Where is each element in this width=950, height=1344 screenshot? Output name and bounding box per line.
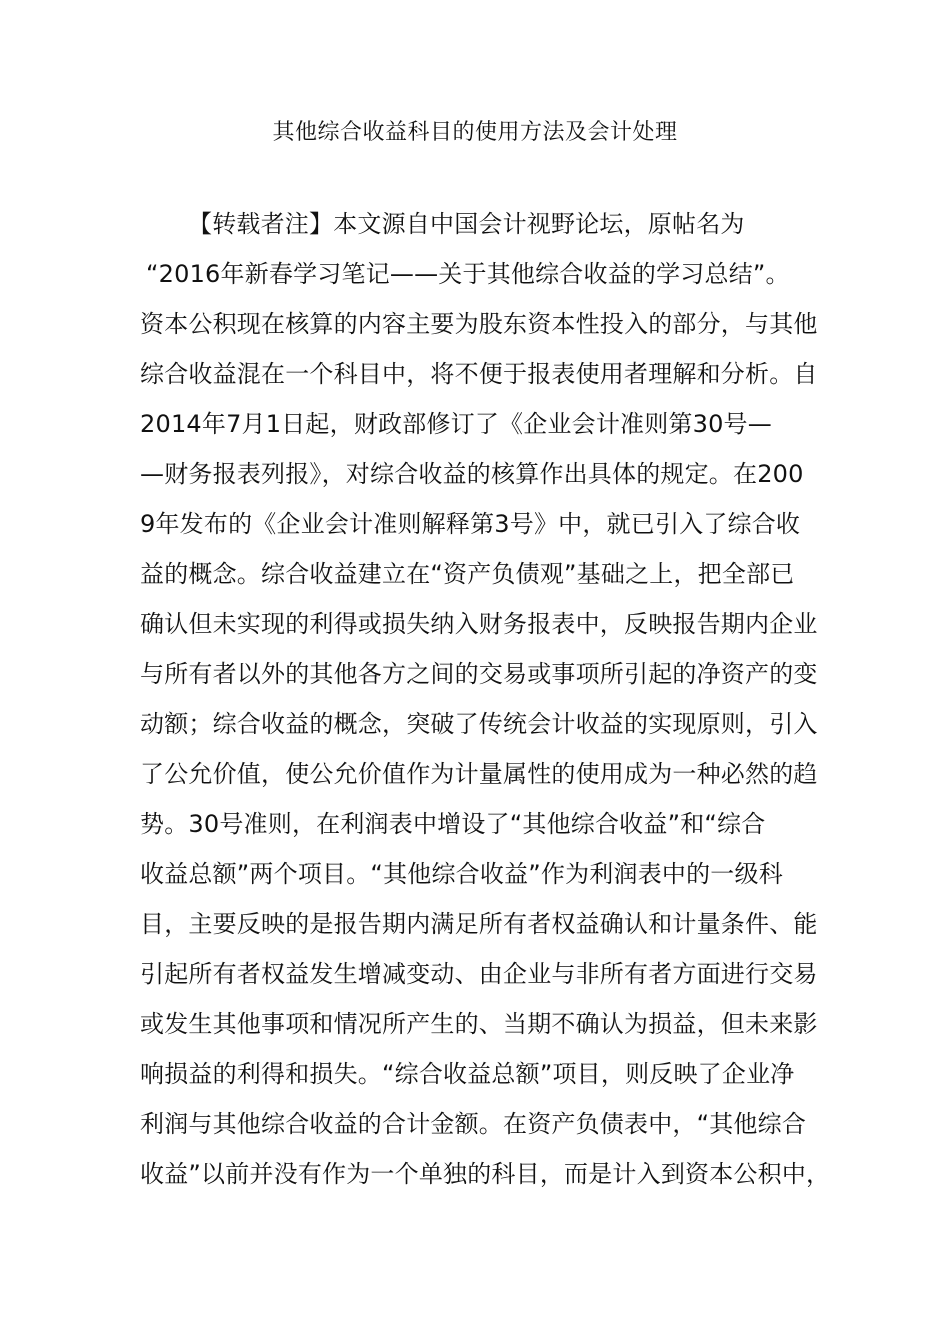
body-line: 综合收益混在一个科目中，将不便于报表使用者理解和分析。自 [140, 360, 818, 388]
body-line: 9年发布的《企业会计准则解释第3号》中，就已引入了综合收 [140, 510, 801, 538]
body-line: 或发生其他事项和情况所产生的、当期不确认为损益，但未来影 [140, 1010, 818, 1038]
body-line: 引起所有者权益发生增减变动、由企业与非所有者方面进行交易 [140, 960, 818, 988]
body-line: 资本公积现在核算的内容主要为股东资本性投入的部分，与其他 [140, 310, 818, 338]
body-line: 了公允价值，使公允价值作为计量属性的使用成为一种必然的趋 [140, 760, 818, 788]
document-title: 其他综合收益科目的使用方法及会计处理 [272, 120, 678, 145]
body-line: “2016年新春学习笔记——关于其他综合收益的学习总结”。 [146, 260, 790, 288]
body-line: —财务报表列报》，对综合收益的核算作出具体的规定。在200 [140, 460, 804, 488]
body-line: 利润与其他综合收益的合计金额。在资产负债表中，“其他综合 [140, 1110, 807, 1138]
body-line: 响损益的利得和损失。“综合收益总额”项目，则反映了企业净 [140, 1060, 795, 1088]
body-line: 2014年7月1日起，财政部修订了《企业会计准则第30号— [140, 410, 772, 438]
body-line: 势。30号准则，在利润表中增设了“其他综合收益”和“综合 [140, 810, 766, 838]
body-line: 【转载者注】本文源自中国会计视野论坛，原帖名为 [188, 210, 745, 238]
body-line: 益的概念。综合收益建立在“资产负债观”基础之上，把全部已 [140, 560, 795, 588]
body-line: 与所有者以外的其他各方之间的交易或事项所引起的净资产的变 [140, 660, 818, 688]
document-body [140, 207, 831, 1207]
body-line: 确认但未实现的利得或损失纳入财务报表中，反映报告期内企业 [140, 610, 818, 638]
body-line: 收益”以前并没有作为一个单独的科目，而是计入到资本公积中， [140, 1160, 831, 1188]
body-line: 目，主要反映的是报告期内满足所有者权益确认和计量条件、能 [140, 910, 818, 938]
body-line: 动额；综合收益的概念，突破了传统会计收益的实现原则，引入 [140, 710, 818, 738]
body-line: 收益总额”两个项目。“其他综合收益”作为利润表中的一级科 [140, 860, 783, 888]
